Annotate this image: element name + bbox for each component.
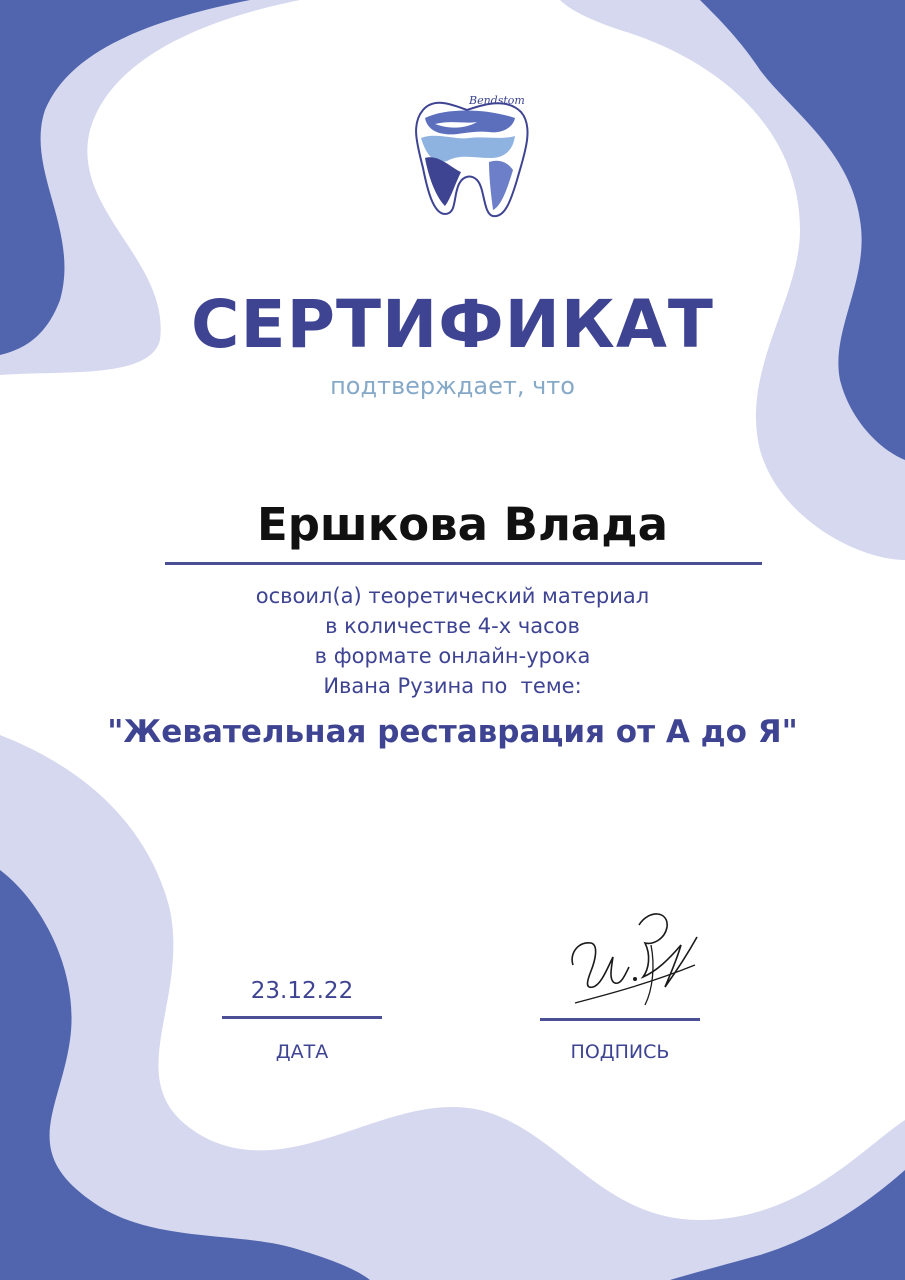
date-underline bbox=[222, 1016, 382, 1019]
brand-logo bbox=[405, 88, 535, 218]
certificate-body bbox=[0, 581, 905, 701]
certificate-title: СЕРТИФИКАТ bbox=[191, 286, 714, 363]
recipient-name: Ершкова Влада bbox=[256, 498, 669, 551]
tooth-icon bbox=[405, 88, 535, 218]
certificate-subtitle: подтверждает, что bbox=[330, 372, 575, 400]
logo-brand-text: Bendstom bbox=[469, 94, 525, 107]
body-line: освоил(а) теоретический материал bbox=[255, 584, 650, 608]
body-line: в формате онлайн-урока bbox=[314, 644, 591, 668]
date-value: 23.12.22 bbox=[250, 978, 354, 1004]
name-underline bbox=[165, 562, 762, 565]
course-topic: "Жевательная реставрация от А до Я" bbox=[107, 714, 798, 750]
handwritten-signature bbox=[565, 905, 705, 1010]
signature-underline bbox=[540, 1018, 700, 1021]
date-label: ДАТА bbox=[275, 1041, 329, 1063]
body-line: в количестве 4-х часов bbox=[325, 614, 580, 638]
body-line: Ивана Рузина по теме: bbox=[323, 674, 582, 698]
signature-label: ПОДПИСЬ bbox=[570, 1041, 670, 1063]
